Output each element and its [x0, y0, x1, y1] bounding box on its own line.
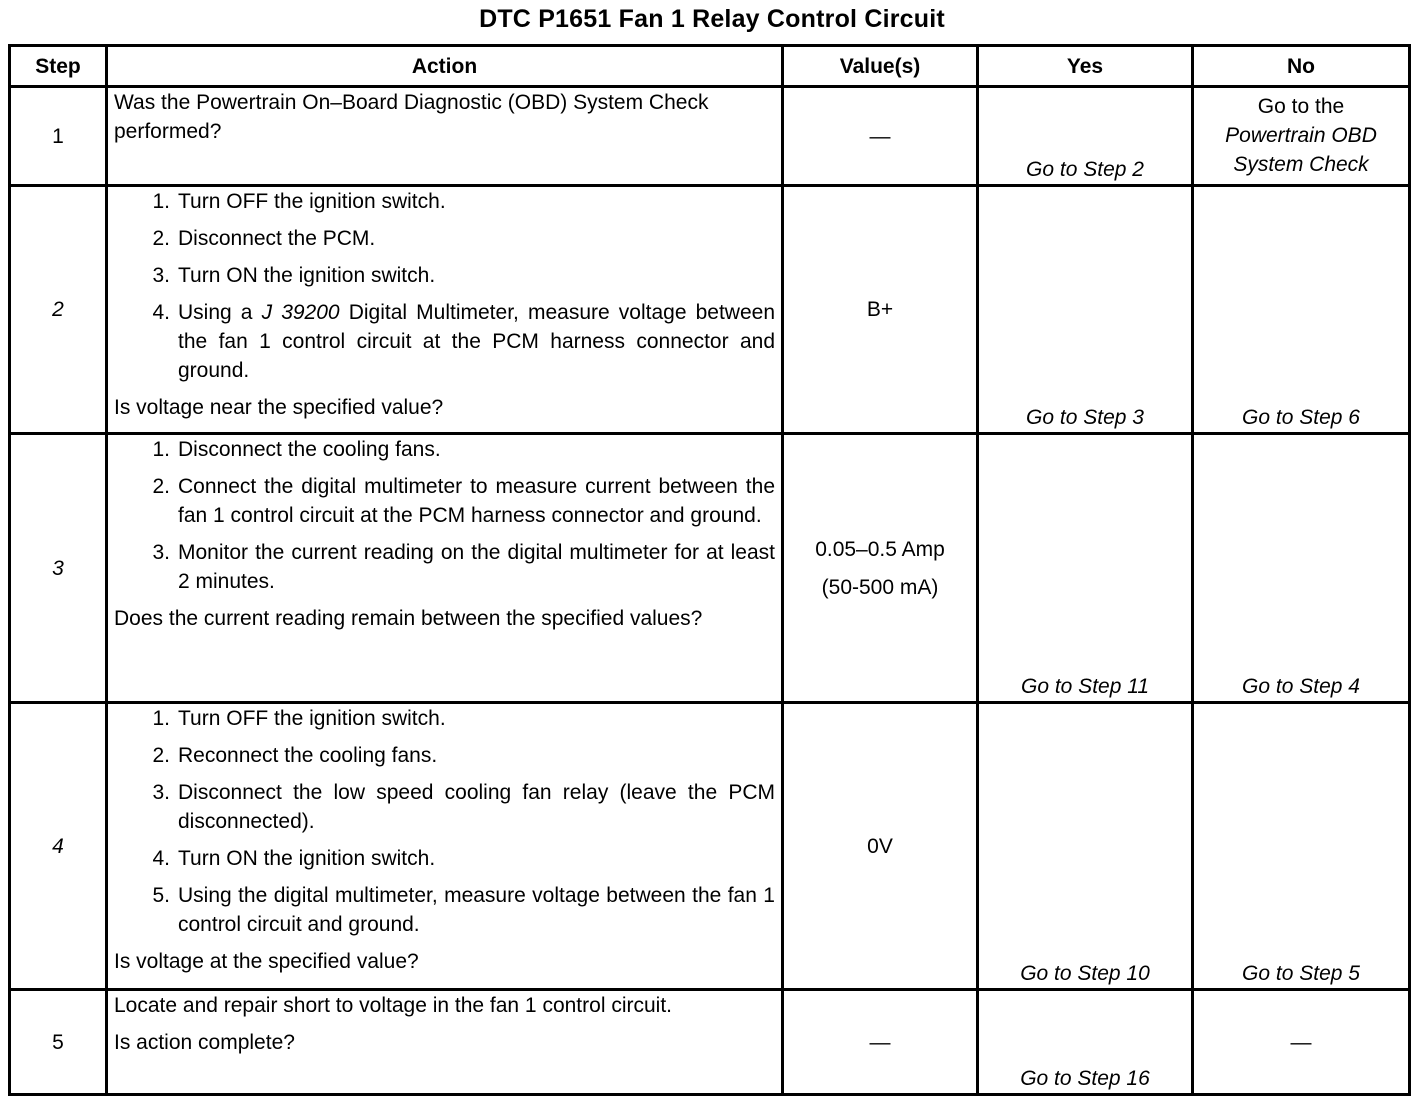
step-number: 3	[10, 434, 107, 703]
list-item	[138, 224, 775, 253]
step-number: 5	[10, 990, 107, 1095]
header-no: No	[1193, 46, 1410, 87]
item-text-post: Digital Multimeter, measure voltage between the fan 1 control circuit at the PCM harness connector and ground.	[178, 301, 776, 382]
list-item	[138, 472, 775, 530]
table-row-step-2	[10, 186, 1410, 434]
item-number: 3.	[152, 781, 170, 804]
header-yes: Yes	[978, 46, 1193, 87]
list-item	[138, 261, 775, 290]
item-number: 3.	[152, 264, 170, 287]
item-text: Turn OFF the ignition switch.	[178, 190, 446, 213]
item-text: Connect the digital multimeter to measure current between the fan 1 control circuit at the PCM harness connector and ground.	[178, 475, 775, 527]
question-text: Is voltage near the specified value?	[114, 396, 444, 419]
value-cell: 0V	[783, 703, 978, 990]
step-number: 1	[10, 87, 107, 186]
no-link[interactable]: Go to Step 6	[1193, 186, 1410, 434]
list-item	[138, 741, 775, 770]
list-item	[138, 778, 775, 836]
no-link[interactable]: Go to Step 4	[1193, 434, 1410, 703]
yes-link[interactable]: Go to Step 2	[978, 87, 1193, 186]
item-text: Disconnect the cooling fans.	[178, 438, 441, 461]
item-number: 5.	[152, 884, 170, 907]
question-text: Is voltage at the specified value?	[114, 950, 419, 973]
item-text: Disconnect the low speed cooling fan relay (leave the PCM disconnected).	[178, 781, 775, 833]
no-cell: —	[1193, 990, 1410, 1095]
yes-link[interactable]: Go to Step 10	[978, 703, 1193, 990]
value-cell: —	[783, 87, 978, 186]
item-number: 3.	[152, 541, 170, 564]
item-number: 1.	[152, 707, 170, 730]
value-cell: B+	[783, 186, 978, 434]
item-text: Turn ON the ignition switch.	[178, 264, 436, 287]
diagnostic-table	[8, 44, 1411, 1096]
header-step: Step	[10, 46, 107, 87]
action-text: Locate and repair short to voltage in the fan 1 control circuit.	[114, 994, 672, 1017]
item-number: 2.	[152, 227, 170, 250]
list-item	[138, 187, 775, 216]
action-cell	[107, 87, 783, 186]
no-link[interactable]: Go to Step 5	[1193, 703, 1410, 990]
item-number: 1.	[152, 190, 170, 213]
question-text: Is action complete?	[114, 1031, 295, 1054]
yes-link[interactable]: Go to Step 16	[978, 990, 1193, 1095]
header-row	[10, 46, 1410, 87]
no-cell	[1193, 87, 1410, 186]
list-item	[138, 844, 775, 873]
value-cell: —	[783, 990, 978, 1095]
header-action: Action	[107, 46, 783, 87]
item-text: Monitor the current reading on the digital multimeter for at least 2 minutes.	[178, 541, 775, 593]
action-cell	[107, 990, 783, 1095]
value-cell	[783, 434, 978, 703]
item-number: 4.	[152, 301, 170, 324]
item-number: 4.	[152, 847, 170, 870]
tool-reference: J 39200	[261, 301, 340, 324]
item-number: 2.	[152, 744, 170, 767]
question-text: Does the current reading remain between the specified values?	[114, 607, 703, 630]
value-amp: 0.05–0.5 Amp	[815, 537, 945, 561]
item-number: 1.	[152, 438, 170, 461]
list-item	[138, 298, 775, 385]
no-link[interactable]: Powertrain OBD System Check	[1225, 124, 1377, 176]
table-row-step-5	[10, 990, 1410, 1095]
item-text: Turn OFF the ignition switch.	[178, 707, 446, 730]
action-cell	[107, 186, 783, 434]
yes-link[interactable]: Go to Step 11	[978, 434, 1193, 703]
item-text: Reconnect the cooling fans.	[178, 744, 438, 767]
page-title: DTC P1651 Fan 1 Relay Control Circuit	[479, 5, 945, 33]
no-link-prefix: Go to the	[1257, 95, 1345, 118]
list-item	[138, 881, 775, 939]
action-cell	[107, 434, 783, 703]
step-number: 2	[10, 186, 107, 434]
list-item	[138, 435, 775, 464]
item-text: Turn ON the ignition switch.	[178, 847, 436, 870]
table-row-step-3	[10, 434, 1410, 703]
table-row-step-1	[10, 87, 1410, 186]
value-milliamp: (50-500 mA)	[821, 575, 939, 599]
item-number: 2.	[152, 475, 170, 498]
item-text	[178, 298, 775, 385]
action-cell	[107, 703, 783, 990]
list-item	[138, 538, 775, 596]
item-text-pre: Using a	[178, 301, 262, 324]
action-text: Was the Powertrain On–Board Diagnostic (OBD) System Check performed?	[114, 91, 709, 143]
header-values: Value(s)	[783, 46, 978, 87]
table-row-step-4	[10, 703, 1410, 990]
list-item	[138, 704, 775, 733]
item-text: Disconnect the PCM.	[178, 227, 376, 250]
step-number: 4	[10, 703, 107, 990]
yes-link[interactable]: Go to Step 3	[978, 186, 1193, 434]
item-text: Using the digital multimeter, measure voltage between the fan 1 control circuit and ground.	[178, 884, 775, 936]
